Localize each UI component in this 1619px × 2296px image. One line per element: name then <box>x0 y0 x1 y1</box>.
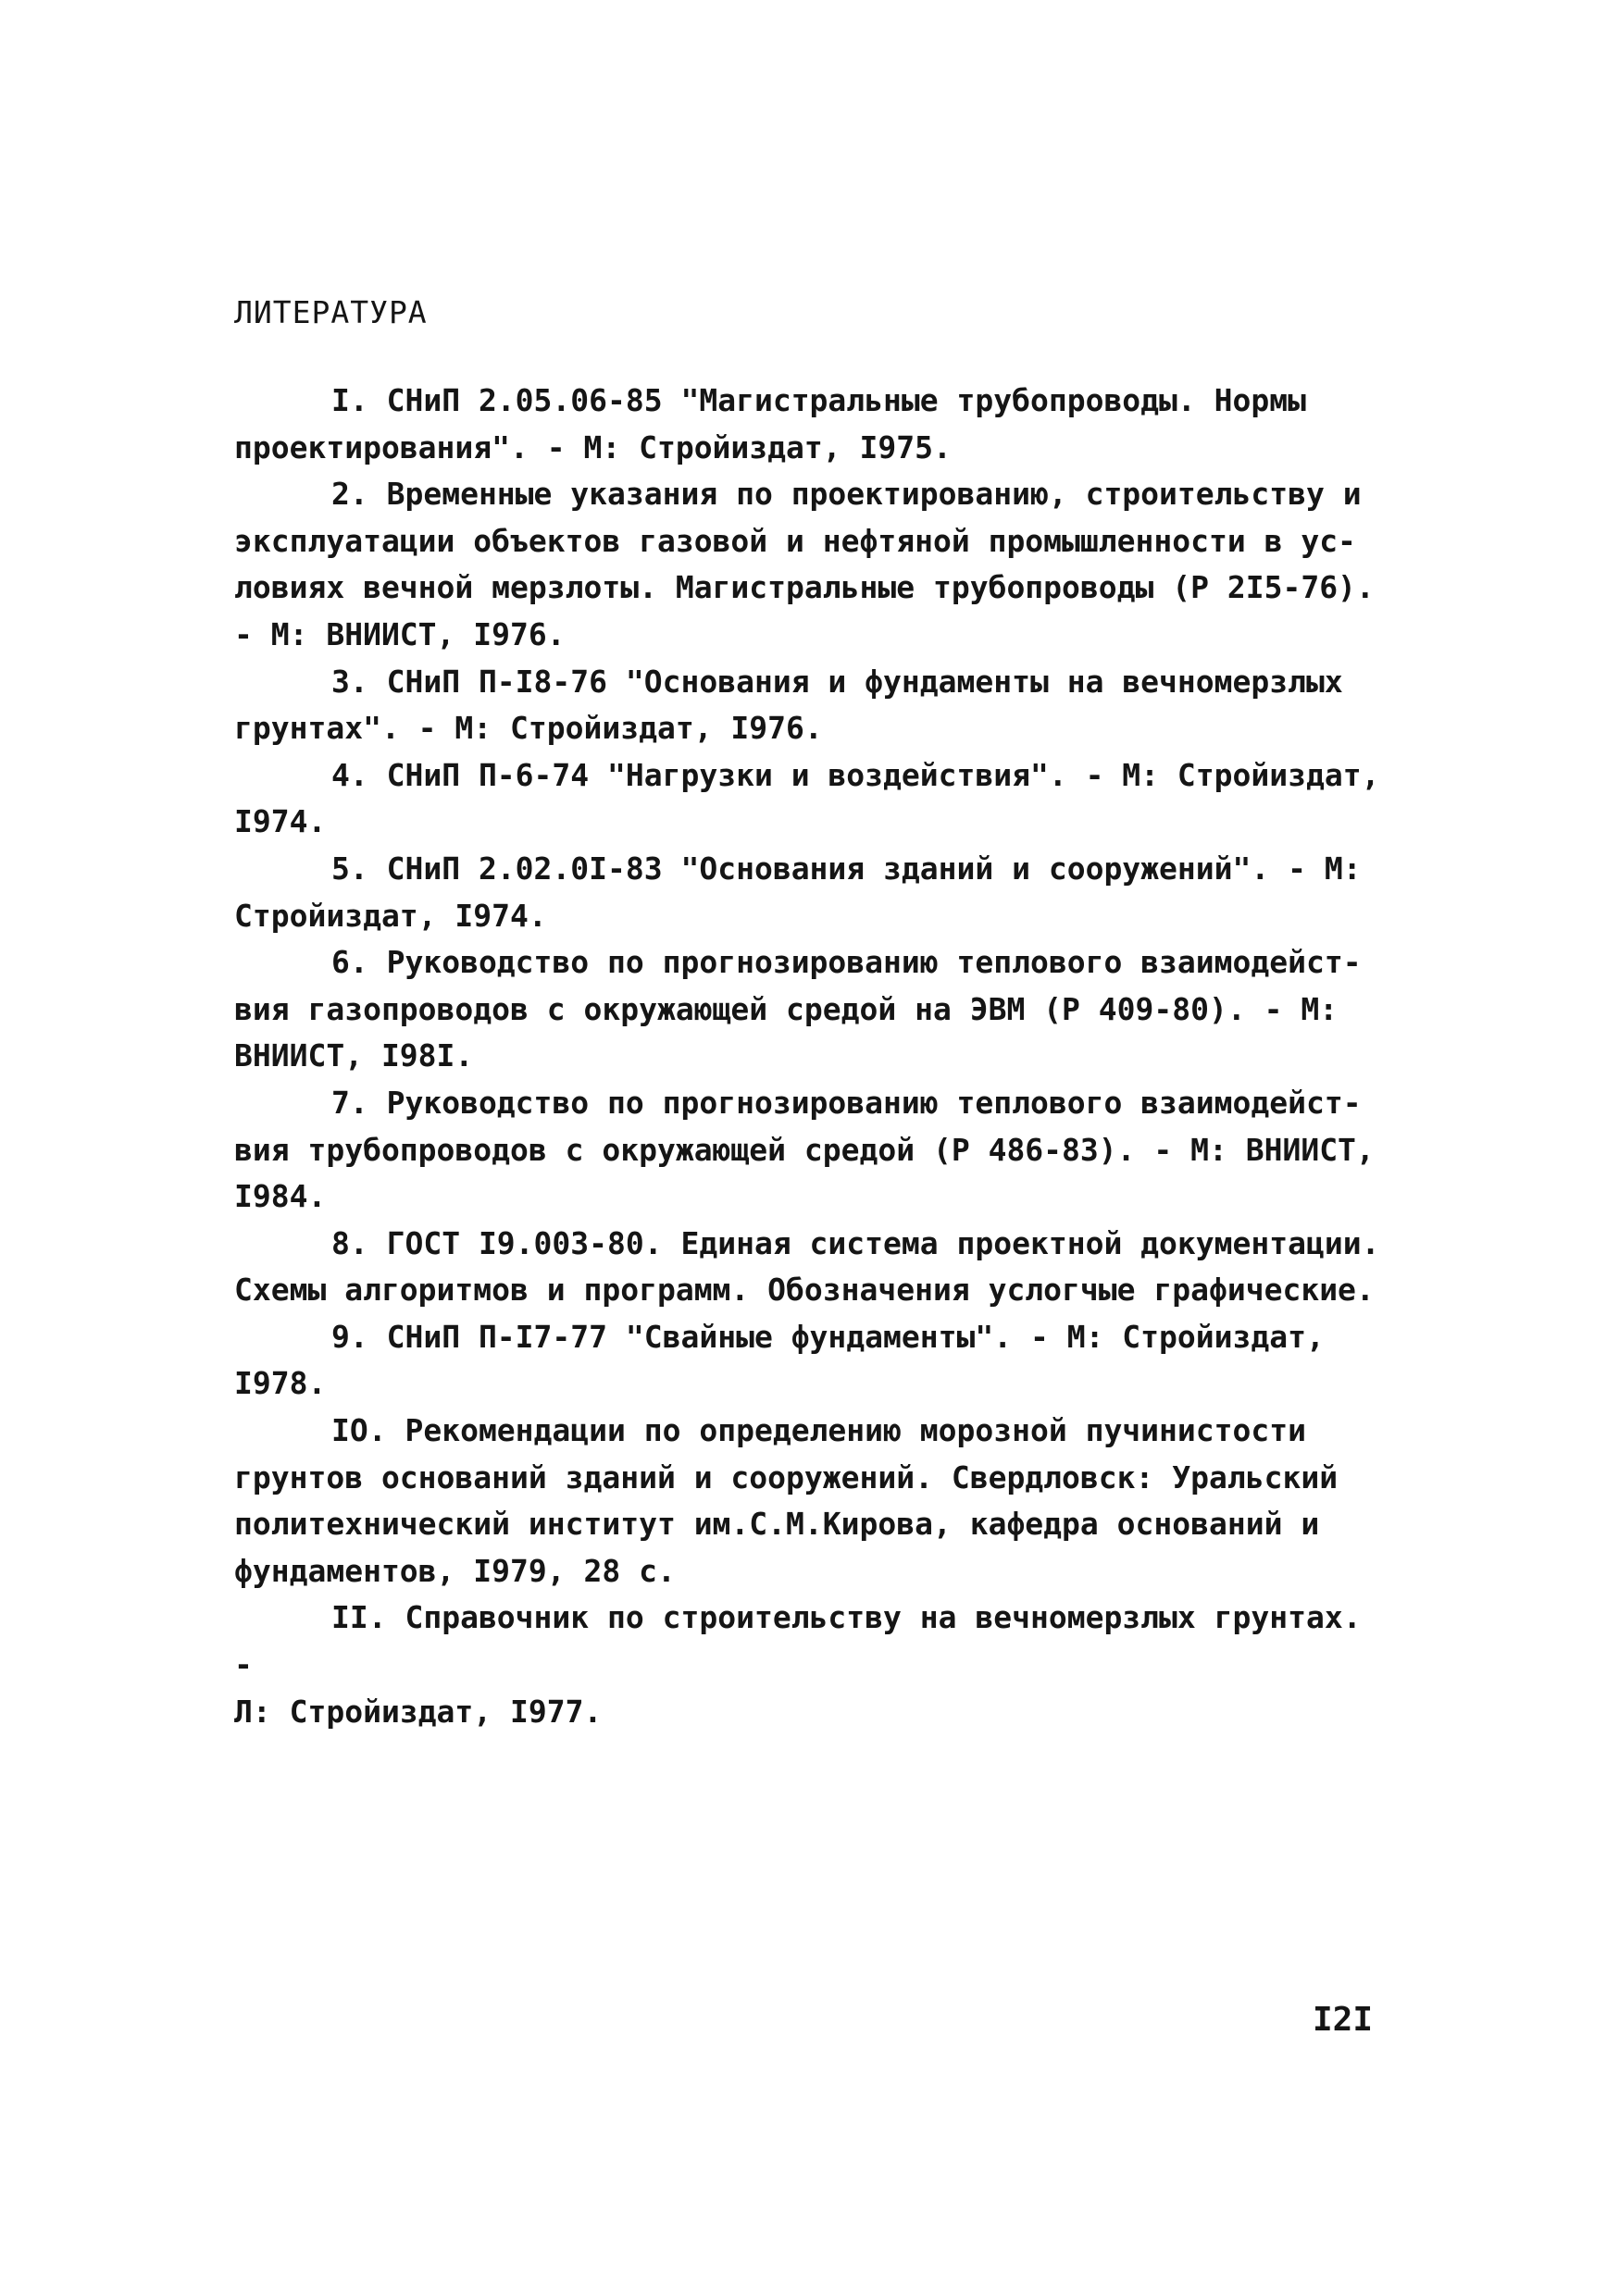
reference-item-4: 4. СНиП П-6-74 "Нагрузки и воздействия". - М: Стройиздат, I974. <box>234 756 1380 840</box>
reference-item-3: 3. СНиП П-I8-76 "Основания и фундаменты на вечномерзлых грунтах". - М: Стройиздат, I976. <box>234 663 1343 747</box>
reference-item-2: 2. Временные указания по проектированию, строительству и эксплуатации объектов газовой и нефтяной промышленности в ус- ловиях вечной мерзлоты. Магистральные трубопроводы (Р 2I5-76). - М: ВНИИСТ, I976. <box>234 476 1375 652</box>
reference-item-1: I. СНиП 2.05.06-85 "Магистральные трубопроводы. Нормы проектирования". - М: Стройиздат, I975. <box>234 382 1306 465</box>
reference-item-9: 9. СНиП П-I7-77 "Свайные фундаменты". - М: Стройиздат, I978. <box>234 1318 1325 1402</box>
page-number: I2I <box>1313 2001 1374 2039</box>
reference-list <box>234 378 1391 1735</box>
reference-item-6: 6. Руководство по прогнозированию теплового взаимодейст- вия газопроводов с окружающей средой на ЭВМ (Р 409-80). - М: ВНИИСТ, I98I. <box>234 944 1362 1074</box>
reference-item-11: II. Справочник по строительству на вечномерзлых грунтах. - Л: Стройиздат, I977. <box>234 1599 1362 1730</box>
reference-item-5: 5. СНиП 2.02.0I-83 "Основания зданий и сооружений". - М: Стройиздат, I974. <box>234 850 1362 934</box>
reference-item-7: 7. Руководство по прогнозированию теплового взаимодейст- вия трубопроводов с окружающей средой (Р 486-83). - М: ВНИИСТ, I984. <box>234 1084 1375 1215</box>
reference-item-8: 8. ГОСТ I9.003-80. Единая система проектной документации. Схемы алгоритмов и программ. Обозначения услогчые графические. <box>234 1224 1380 1309</box>
reference-item-10: IО. Рекомендации по определению морозной пучинистости грунтов оснований зданий и сооружений. Свердловск: Уральский политехнический институт им.С.М.Кирова, кафедра оснований и фундаментов, I979, 28 с. <box>234 1412 1339 1589</box>
page-heading: ЛИТЕРАТУРА <box>234 294 428 330</box>
